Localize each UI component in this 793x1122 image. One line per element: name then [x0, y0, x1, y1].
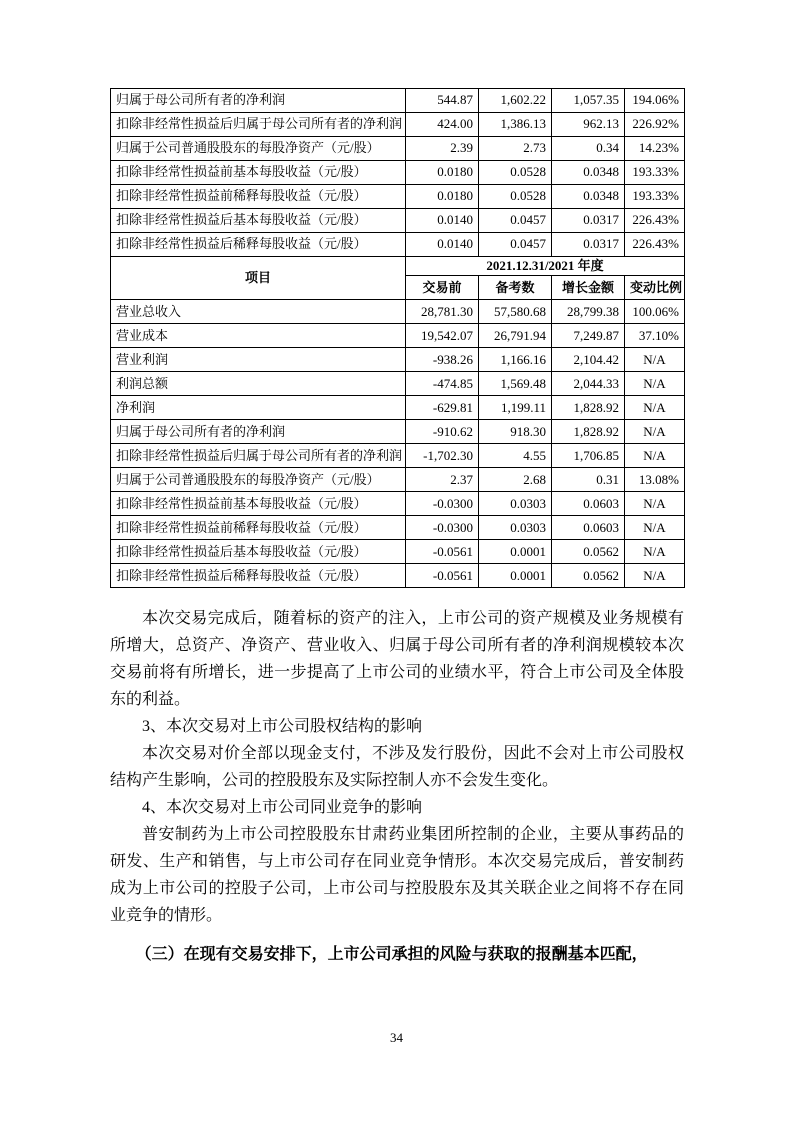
- row-value: -0.0561: [406, 564, 479, 588]
- row-label: 扣除非经常性损益后归属于母公司所有者的净利润: [111, 113, 406, 137]
- row-label: 利润总额: [111, 372, 406, 396]
- heading-equity-structure-impact: 3、本次交易对上市公司股权结构的影响: [142, 718, 423, 736]
- row-value: 424.00: [406, 113, 479, 137]
- row-value: N/A: [625, 396, 685, 420]
- row-value: -0.0300: [406, 492, 479, 516]
- page-number: 34: [390, 1030, 403, 1045]
- row-label: 扣除非经常性损益后基本每股收益（元/股）: [111, 540, 406, 564]
- table-row: [111, 468, 685, 492]
- table-row: [111, 161, 685, 185]
- row-value: 28,781.30: [406, 300, 479, 324]
- row-value: 0.0303: [479, 492, 552, 516]
- paragraphs: [110, 605, 684, 968]
- table-bottom-body: [111, 300, 685, 588]
- row-value: 0.0348: [552, 161, 625, 185]
- row-label: 扣除非经常性损益后基本每股收益（元/股）: [111, 209, 406, 233]
- table-row: [111, 113, 685, 137]
- row-value: 0.0140: [406, 209, 479, 233]
- row-label: 扣除非经常性损益前稀释每股收益（元/股）: [111, 185, 406, 209]
- row-value: 13.08%: [625, 468, 685, 492]
- row-value: 193.33%: [625, 161, 685, 185]
- para-equity-structure: 本次交易对价全部以现金支付，不涉及发行股份，因此不会对上市公司股权结构产生影响，公司的控股股东及实际控制人亦不会发生变化。: [110, 745, 684, 790]
- table-row: [111, 300, 685, 324]
- row-value: 0.0140: [406, 233, 479, 257]
- row-label: 扣除非经常性损益前稀释每股收益（元/股）: [111, 516, 406, 540]
- row-value: 1,166.16: [479, 348, 552, 372]
- table-row: [111, 324, 685, 348]
- table-row: [111, 540, 685, 564]
- row-value: 2.37: [406, 468, 479, 492]
- table-row: [111, 444, 685, 468]
- row-label: 营业利润: [111, 348, 406, 372]
- row-label: 归属于公司普通股股东的每股净资产（元/股）: [111, 468, 406, 492]
- row-value: 226.92%: [625, 113, 685, 137]
- para-asset-injection: 本次交易完成后，随着标的资产的注入，上市公司的资产规模及业务规模有所增大，总资产、净资产、营业收入、归属于母公司所有者的净利润规模较本次交易前将有所增长，进一步提高了上市公司的业绩水平，符合上市公司及全体股东的利益。: [110, 610, 684, 709]
- pro-forma-financial-table: [110, 88, 685, 588]
- para-competition: 普安制药为上市公司控股股东甘肃药业集团所控制的企业，主要从事药品的研发、生产和销售，与上市公司存在同业竞争情形。本次交易完成后，普安制药成为上市公司的控股子公司，上市公司与控股股东及其关联企业之间将不存在同业竞争的情形。: [110, 826, 684, 925]
- row-value: 1,828.92: [552, 420, 625, 444]
- row-value: 1,602.22: [479, 89, 552, 113]
- header-col-change-ratio: 变动比例: [625, 276, 685, 300]
- table-row: [111, 137, 685, 161]
- row-value: 57,580.68: [479, 300, 552, 324]
- row-value: 0.0562: [552, 540, 625, 564]
- table-row: [111, 564, 685, 588]
- header-col-pro-forma: 备考数: [479, 276, 552, 300]
- row-value: 19,542.07: [406, 324, 479, 348]
- row-value: 544.87: [406, 89, 479, 113]
- row-label: 扣除非经常性损益后稀释每股收益（元/股）: [111, 233, 406, 257]
- table-row: [111, 396, 685, 420]
- row-value: 1,199.11: [479, 396, 552, 420]
- row-value: 0.0303: [479, 516, 552, 540]
- row-value: -474.85: [406, 372, 479, 396]
- row-value: 0.0562: [552, 564, 625, 588]
- table-row: [111, 492, 685, 516]
- row-value: 37.10%: [625, 324, 685, 348]
- row-value: 0.31: [552, 468, 625, 492]
- row-value: 2.39: [406, 137, 479, 161]
- header-col-pre-transaction: 交易前: [406, 276, 479, 300]
- row-value: 2,104.42: [552, 348, 625, 372]
- header-period-cell: 2021.12.31/2021 年度: [406, 257, 685, 276]
- table-header-row-period: [111, 257, 685, 276]
- row-value: 0.0317: [552, 233, 625, 257]
- row-value: 226.43%: [625, 233, 685, 257]
- heading-competition-impact: 4、本次交易对上市公司同业竞争的影响: [142, 799, 423, 817]
- row-value: 962.13: [552, 113, 625, 137]
- row-value: 0.0180: [406, 161, 479, 185]
- table-row: [111, 420, 685, 444]
- row-value: 14.23%: [625, 137, 685, 161]
- row-value: 0.0317: [552, 209, 625, 233]
- row-value: 0.34: [552, 137, 625, 161]
- row-value: 226.43%: [625, 209, 685, 233]
- row-value: 0.0457: [479, 209, 552, 233]
- row-value: 4.55: [479, 444, 552, 468]
- row-value: 0.0348: [552, 185, 625, 209]
- row-value: N/A: [625, 564, 685, 588]
- row-value: -1,702.30: [406, 444, 479, 468]
- row-value: 1,828.92: [552, 396, 625, 420]
- table-row: [111, 233, 685, 257]
- table-row: [111, 516, 685, 540]
- row-value: 28,799.38: [552, 300, 625, 324]
- row-value: -0.0300: [406, 516, 479, 540]
- row-value: 0.0528: [479, 185, 552, 209]
- row-value: 193.33%: [625, 185, 685, 209]
- row-value: 0.0001: [479, 540, 552, 564]
- row-value: 2.73: [479, 137, 552, 161]
- row-value: N/A: [625, 372, 685, 396]
- table-row: [111, 372, 685, 396]
- header-item-cell: 项目: [111, 257, 406, 300]
- row-value: -0.0561: [406, 540, 479, 564]
- row-value: 7,249.87: [552, 324, 625, 348]
- table-row: [111, 89, 685, 113]
- row-label: 归属于公司普通股股东的每股净资产（元/股）: [111, 137, 406, 161]
- row-label: 归属于母公司所有者的净利润: [111, 420, 406, 444]
- row-value: 26,791.94: [479, 324, 552, 348]
- row-value: -938.26: [406, 348, 479, 372]
- table-row: [111, 209, 685, 233]
- row-value: 2,044.33: [552, 372, 625, 396]
- row-value: -910.62: [406, 420, 479, 444]
- row-value: 2.68: [479, 468, 552, 492]
- row-value: 0.0603: [552, 516, 625, 540]
- row-value: -629.81: [406, 396, 479, 420]
- row-value: 1,706.85: [552, 444, 625, 468]
- row-label: 营业总收入: [111, 300, 406, 324]
- row-value: N/A: [625, 444, 685, 468]
- row-value: N/A: [625, 540, 685, 564]
- row-label: 营业成本: [111, 324, 406, 348]
- row-label: 扣除非经常性损益后归属于母公司所有者的净利润: [111, 444, 406, 468]
- page-content: [110, 88, 684, 968]
- row-value: N/A: [625, 348, 685, 372]
- row-value: 0.0457: [479, 233, 552, 257]
- row-value: 0.0001: [479, 564, 552, 588]
- row-value: N/A: [625, 516, 685, 540]
- row-label: 扣除非经常性损益前基本每股收益（元/股）: [111, 492, 406, 516]
- row-label: 扣除非经常性损益前基本每股收益（元/股）: [111, 161, 406, 185]
- heading-risk-reward-match: （三）在现有交易安排下，上市公司承担的风险与获取的报酬基本匹配，: [135, 946, 648, 964]
- row-label: 净利润: [111, 396, 406, 420]
- row-value: 1,057.35: [552, 89, 625, 113]
- table-row: [111, 185, 685, 209]
- row-label: 归属于母公司所有者的净利润: [111, 89, 406, 113]
- row-value: N/A: [625, 420, 685, 444]
- table-row: [111, 348, 685, 372]
- row-value: 0.0603: [552, 492, 625, 516]
- row-value: 194.06%: [625, 89, 685, 113]
- row-label: 扣除非经常性损益后稀释每股收益（元/股）: [111, 564, 406, 588]
- header-col-growth-amount: 增长金额: [552, 276, 625, 300]
- table-top-body: [111, 89, 685, 257]
- table-header: [111, 257, 685, 300]
- row-value: 0.0180: [406, 185, 479, 209]
- row-value: N/A: [625, 492, 685, 516]
- row-value: 100.06%: [625, 300, 685, 324]
- row-value: 1,569.48: [479, 372, 552, 396]
- row-value: 0.0528: [479, 161, 552, 185]
- row-value: 1,386.13: [479, 113, 552, 137]
- row-value: 918.30: [479, 420, 552, 444]
